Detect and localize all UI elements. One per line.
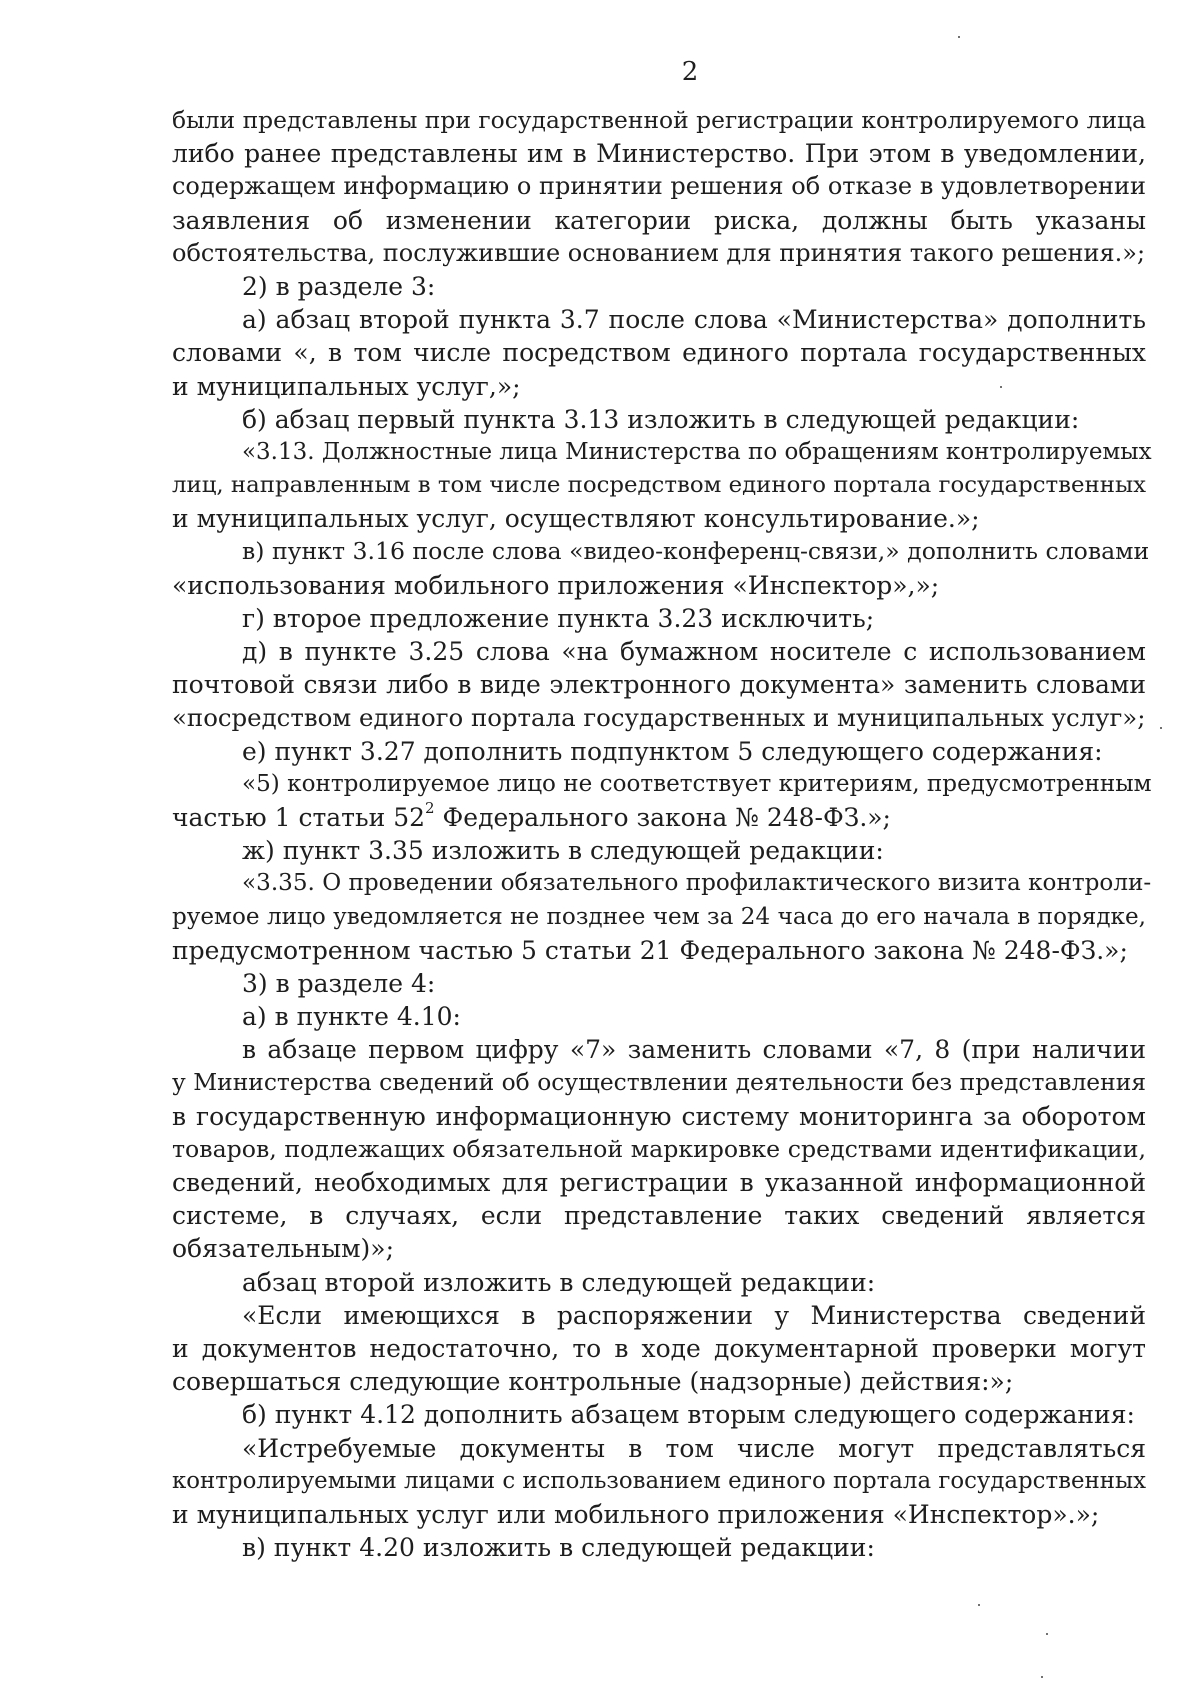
text-line: либо ранее представлены им в Министерство. При этом в уведомлении, (172, 139, 1146, 169)
text-line: а) в пункте 4.10: (242, 1002, 461, 1032)
text-line: «Если имеющихся в распоряжении у Министерства сведений (242, 1300, 1146, 1330)
text-line: совершаться следующие контрольные (надзорные) действия:»; (172, 1367, 1014, 1397)
scan-speck (978, 1604, 980, 1606)
text-line: 2) в разделе 3: (242, 271, 436, 301)
text-line: б) абзац первый пункта 3.13 изложить в следующей редакции: (242, 404, 1080, 434)
text-line: товаров, подлежащих обязательной маркировке средствами идентификации, (172, 1134, 1146, 1163)
text-line: «Истребуемые документы в том числе могут представляться (242, 1433, 1146, 1463)
text-line: «посредством единого портала государственных и муниципальных услуг»; (172, 703, 1146, 733)
scan-speck (1160, 727, 1162, 729)
text-line: и муниципальных услуг, осуществляют консультирование.»; (172, 504, 980, 534)
text-line: в государственную информационную систему мониторинга за оборотом (172, 1101, 1146, 1131)
text-line: обязательным)»; (172, 1234, 395, 1264)
text-line: абзац второй изложить в следующей редакции: (242, 1267, 876, 1297)
text-line: обстоятельства, послужившие основанием для принятия такого решения.»; (172, 238, 1146, 267)
text-line: лиц, направленным в том числе посредством единого портала государственных (172, 472, 1146, 499)
text-line: руемое лицо уведомляется не позднее чем за 24 часа до его начала в порядке, (172, 903, 1146, 930)
text-line: и муниципальных услуг или мобильного приложения «Инспектор».»; (172, 1499, 1100, 1529)
text-line: сведений, необходимых для регистрации в указанной информационной (172, 1168, 1146, 1197)
text-line: и документов недостаточно, то в ходе документарной проверки могут (172, 1333, 1146, 1363)
text-line: б) пункт 4.12 дополнить абзацем вторым следующего содержания: (242, 1400, 1135, 1430)
superscript: 2 (425, 798, 435, 817)
text-fragment: частью 1 статьи 52 (172, 802, 426, 832)
text-line: г) второе предложение пункта 3.23 исключить; (242, 603, 875, 633)
text-line: в абзаце первом цифру «7» заменить словами «7, 8 (при наличии (242, 1035, 1146, 1065)
text-line: ж) пункт 3.35 изложить в следующей редакции: (242, 836, 884, 866)
text-line: системе, в случаях, если представление таких сведений является (172, 1201, 1146, 1231)
text-fragment: Федерального закона № 248-ФЗ.»; (434, 802, 891, 832)
text-line: «использования мобильного приложения «Инспектор»,»; (172, 570, 940, 600)
page-number: 2 (681, 57, 699, 87)
text-line: «5) контролируемое лицо не соответствует критериям, предусмотренным (242, 770, 1152, 797)
text-line (172, 798, 1146, 834)
text-line: д) в пункте 3.25 слова «на бумажном носителе с использованием (242, 637, 1146, 666)
text-line: заявления об изменении категории риска, должны быть указаны (172, 205, 1146, 235)
text-line: содержащем информацию о принятии решения об отказе в удовлетворении (172, 172, 1146, 201)
text-line: были представлены при государственной регистрации контролируемого лица (172, 106, 1146, 134)
text-line: е) пункт 3.27 дополнить подпунктом 5 следующего содержания: (242, 736, 1103, 766)
text-line: контролируемыми лицами с использованием единого портала государственных (172, 1467, 1147, 1494)
scan-speck (1041, 1676, 1043, 1678)
scan-speck (958, 36, 960, 38)
text-line: почтовой связи либо в виде электронного документа» заменить словами (172, 670, 1146, 700)
text-line: 3) в разделе 4: (242, 968, 436, 998)
text-line: «3.13. Должностные лица Министерства по обращениям контролируемых (242, 438, 1152, 465)
text-line: словами «, в том числе посредством единого портала государственных (172, 338, 1146, 368)
scan-speck (1046, 1633, 1048, 1635)
text-line: предусмотренном частью 5 статьи 21 Федерального закона № 248-ФЗ.»; (172, 935, 1128, 965)
document-body (172, 104, 1152, 1564)
scan-speck (1000, 386, 1002, 388)
text-line: а) абзац второй пункта 3.7 после слова «Министерства» дополнить (242, 305, 1146, 335)
text-line: и муниципальных услуг,»; (172, 371, 521, 401)
text-line: в) пункт 3.16 после слова «видео-конференц-связи,» дополнить словами (242, 537, 1150, 566)
text-line: в) пункт 4.20 изложить в следующей редакции: (242, 1533, 875, 1563)
text-line: «3.35. О проведении обязательного профилактического визита контроли- (242, 870, 1152, 897)
text-line: у Министерства сведений об осуществлении деятельности без представления (172, 1068, 1146, 1097)
